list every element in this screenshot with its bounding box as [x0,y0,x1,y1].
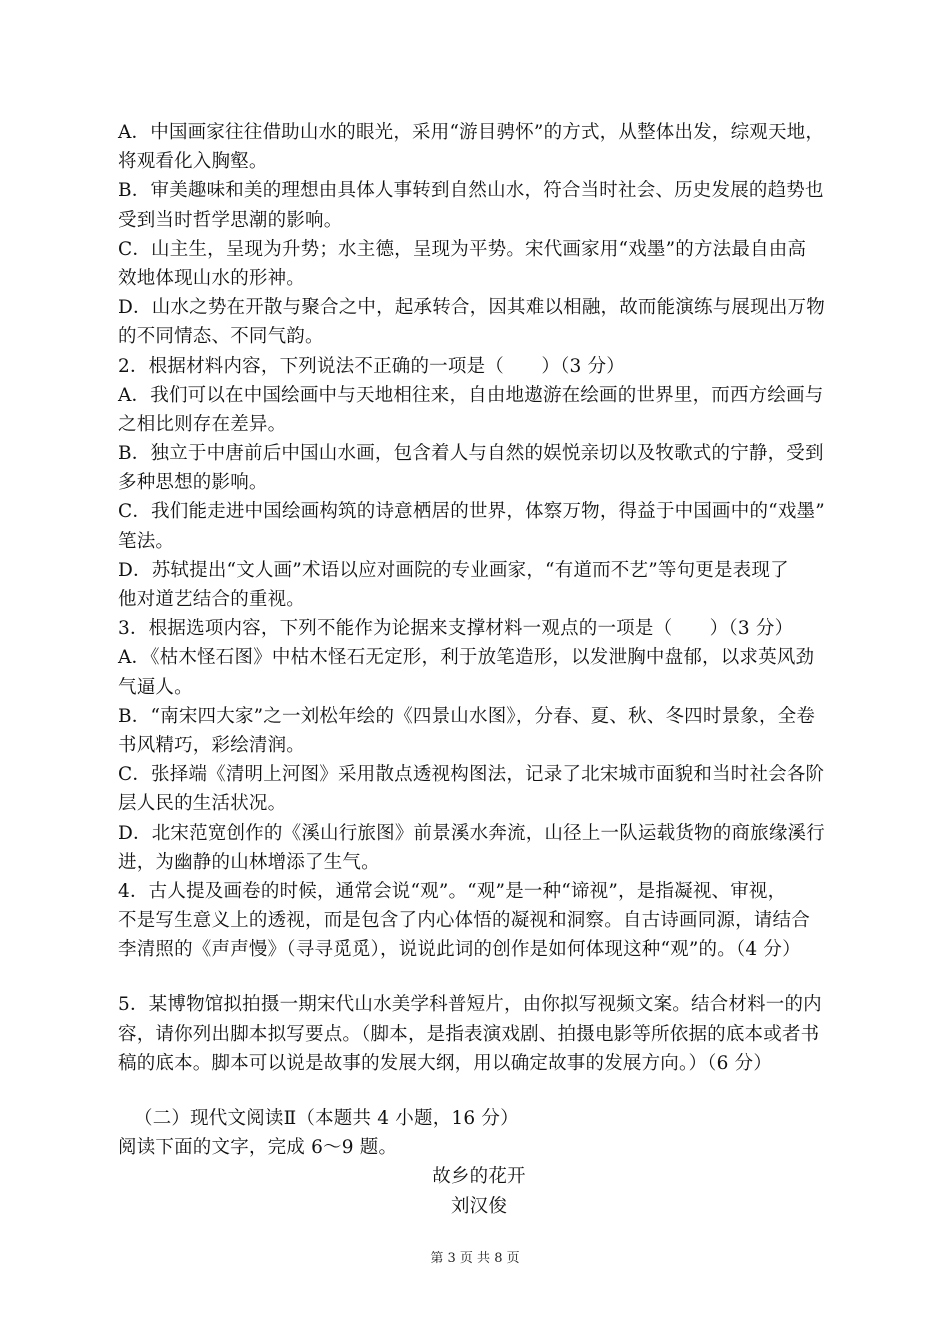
text-line: 4．古人提及画卷的时候，通常会说“观”。“观”是一种“谛视”，是指凝视、审视， [118,880,787,902]
questions-block-1 [118,118,840,964]
text-line: A．中国画家往往借助山水的眼光，采用“游目骋怀”的方式，从整体出发，综观天地， [118,122,825,143]
text-line: 不是写生意义上的透视，而是包含了内心体悟的凝视和洞察。自古诗画同源，请结合 [118,910,810,932]
page-footer: 第 3 页 共 8 页 [430,1251,520,1266]
text-line: 李清照的《声声慢》（寻寻觅觅），说说此词的创作是如何体现这种“观”的。（4 分） [118,939,801,961]
document-page [118,118,840,1221]
text-line: 笔法。 [118,530,175,552]
text-line: C．张择端《清明上河图》采用散点透视构图法，记录了北宋城市面貌和当时社会各阶 [118,764,825,786]
text-line: C．山主生，呈现为升势；水主德，呈现为平势。宋代画家用“戏墨”的方法最自由高 [118,238,807,260]
text-line: 稿的底本。脚本可以说是故事的发展大纲，用以确定故事的发展方向。）（6 分） [118,1052,773,1074]
text-line: 他对道艺结合的重视。 [118,589,306,610]
text-line: B．审美趣味和美的理想由具体人事转到自然山水，符合当时社会、历史发展的趋势也 [118,180,824,202]
text-line: 层人民的生活状况。 [118,793,287,815]
text-line: 多种思想的影响。 [118,472,268,494]
text-line: 进，为幽静的山林增添了生气。 [118,851,380,873]
article-author: 刘汉俊 [450,1195,508,1217]
text-line: D．苏轼提出“文人画”术语以应对画院的专业画家，“有道而不艺”等句更是表现了 [118,559,789,581]
question-5-block [118,990,840,1078]
text-line: 效地体现山水的形神。 [118,267,306,289]
text-line: 气逼人。 [118,676,193,698]
text-line: B．独立于中唐前后中国山水画，包含着人与自然的娱悦亲切以及牧歌式的宁静，受到 [118,443,824,465]
spacer [118,964,840,990]
text-line: D．北宋范宽创作的《溪山行旅图》前景溪水奔流，山径上一队运载货物的商旅缘溪行 [118,822,825,844]
spacer [118,1078,840,1104]
text-line: C．我们能走进中国绘画构筑的诗意栖居的世界，体察万物，得益于中国画中的“戏墨” [118,501,825,523]
text-line: 受到当时哲学思潮的影响。 [118,209,343,231]
text-line: 的不同情态、不同气韵。 [118,326,324,348]
text-line: A．我们可以在中国绘画中与天地相往来，自由地遨游在绘画的世界里，而西方绘画与 [118,384,824,406]
text-line: 将观看化入胸壑。 [118,151,268,173]
section-heading: （二）现代文阅读Ⅱ（本题共 4 小题，16 分） [134,1108,519,1129]
text-line: A．《枯木怪石图》中枯木怪石无定形，利于放笔造形，以发泄胸中盘郁，以求英风劲 [118,647,815,669]
text-line: 之相比则存在差异。 [118,413,287,435]
text-line: B．“南宋四大家”之一刘松年绘的《四景山水图》，分春、夏、秋、冬四时景象，全卷 [118,705,816,727]
article-title: 故乡的花开 [432,1166,526,1188]
text-line: 2．根据材料内容，下列说法不正确的一项是（ ）（3 分） [118,355,625,377]
text-line: 容，请你列出脚本拟写要点。（脚本，是指表演戏剧、拍摄电影等所依据的底本或者书 [118,1023,820,1045]
text-line: 书风精巧，彩绘清润。 [118,734,306,756]
reading-instruction: 阅读下面的文字，完成 6～9 题。 [118,1137,398,1159]
text-line: 5．某博物馆拟拍摄一期宋代山水美学科普短片，由你拟写视频文案。结合材料一的内 [118,994,822,1016]
text-line: 3．根据选项内容，下列不能作为论据来支撑材料一观点的一项是（ ）（3 分） [118,618,794,640]
text-line: D．山水之势在开散与聚合之中，起承转合，因其难以相融，故而能演练与展现出万物 [118,297,825,319]
